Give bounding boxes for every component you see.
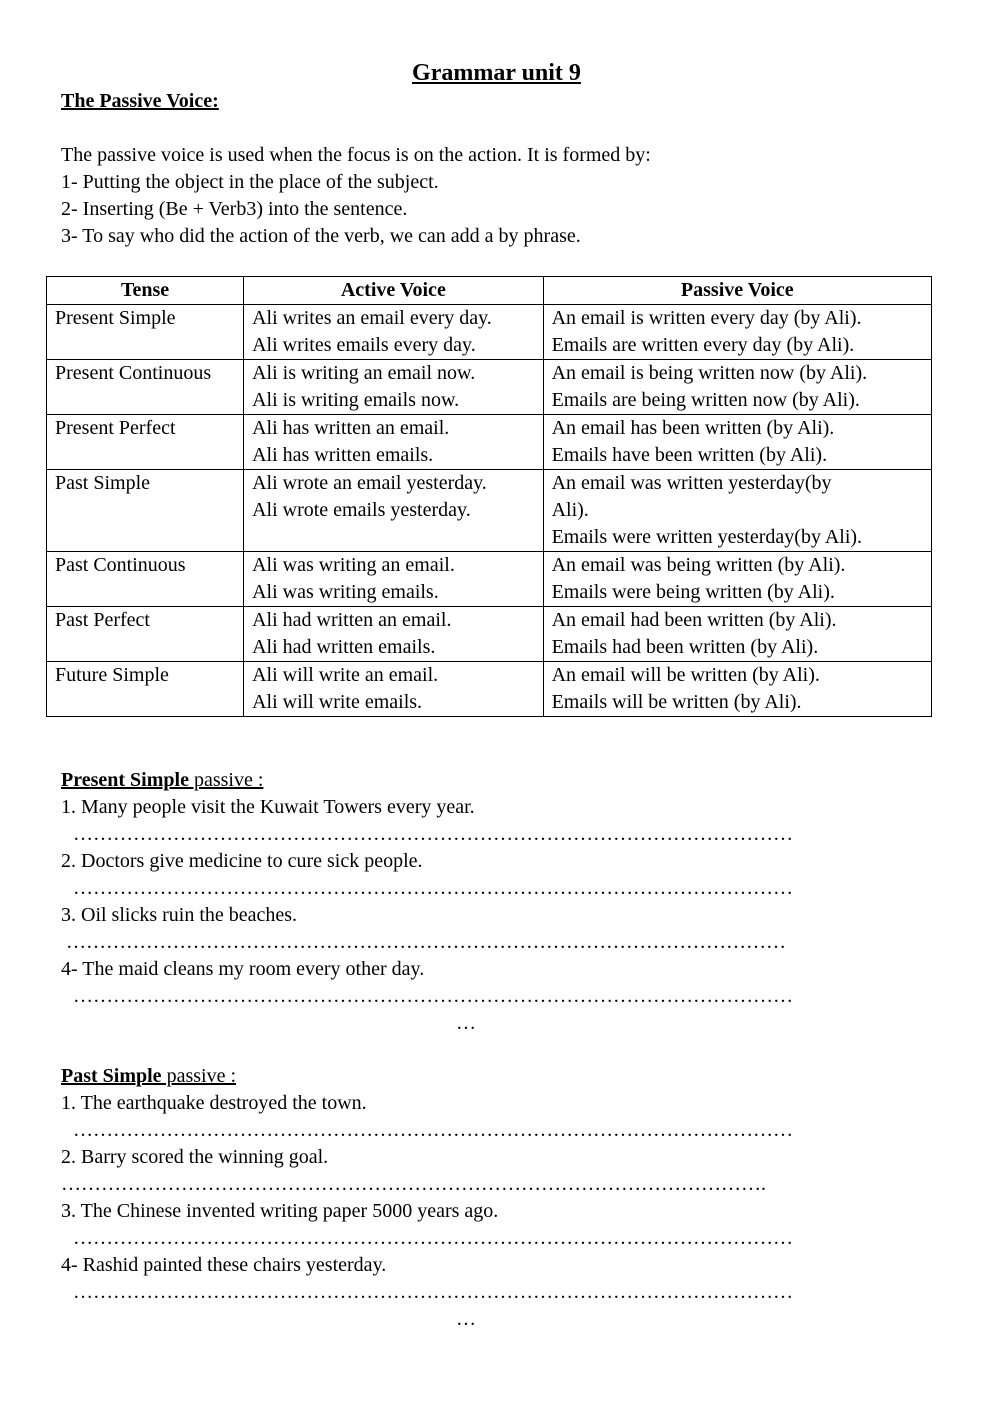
intro-line: The passive voice is used when the focus is on the action. It is formed by: (61, 144, 651, 166)
active-voice-line: Ali has written emails. (252, 444, 434, 466)
active-voice-line: Ali wrote an email yesterday. (252, 472, 487, 494)
active-voice-line: Ali had written an email. (252, 609, 452, 631)
answer-line[interactable]: ……………………………………………………………………………………………… (73, 1119, 793, 1141)
intro-line: 1- Putting the object in the place of the subject. (61, 171, 439, 193)
active-voice-line: Ali has written an email. (252, 417, 450, 439)
passive-voice-line: Emails were being written (by Ali). (551, 581, 835, 603)
answer-line[interactable]: ……………………………………………………………………………………………… (73, 823, 793, 845)
passive-voice-line: An email is written every day (by Ali). (551, 307, 862, 329)
table-row (47, 552, 932, 607)
tense-table (46, 276, 932, 717)
table-row (47, 607, 932, 662)
active-voice-line: Ali will write an email. (252, 664, 439, 686)
exercise-item: 2. Doctors give medicine to cure sick people. (61, 850, 423, 872)
active-voice-line: Ali writes an email every day. (252, 307, 492, 329)
passive-voice-line: An email was written yesterday(by (551, 472, 832, 494)
passive-voice-line: An email will be written (by Ali). (551, 664, 820, 686)
tense-cell: Present Perfect (47, 415, 244, 470)
passive-voice-line: Emails are being written now (by Ali). (551, 389, 860, 411)
passive-voice-line: Ali). (551, 499, 589, 521)
answer-line[interactable]: ……………………………………………………………………………………………… (73, 1281, 793, 1303)
exercise-item: 1. Many people visit the Kuwait Towers every year. (61, 796, 475, 818)
exercise-heading (61, 767, 901, 794)
table-row (47, 360, 932, 415)
passive-voice-line: Emails have been written (by Ali). (551, 444, 828, 466)
active-voice-cell (244, 360, 544, 415)
intro-text (61, 142, 651, 250)
tense-cell: Present Continuous (47, 360, 244, 415)
answer-line[interactable]: ……………………………………………………………………………………………… (66, 931, 786, 953)
active-voice-line: Ali is writing emails now. (252, 389, 460, 411)
passive-voice-cell (543, 662, 931, 717)
passive-voice-line: An email is being written now (by Ali). (551, 362, 868, 384)
answer-line-tail[interactable]: … (456, 1012, 476, 1034)
present-simple-exercise (61, 767, 901, 1037)
active-voice-line: Ali was writing an email. (252, 554, 455, 576)
exercise-heading-rest: passive : (188, 769, 264, 791)
tense-cell: Past Perfect (47, 607, 244, 662)
table-row (47, 305, 932, 360)
active-voice-cell (244, 470, 544, 552)
active-voice-cell (244, 552, 544, 607)
passive-voice-line: An email was being written (by Ali). (551, 554, 846, 576)
passive-voice-line: An email has been written (by Ali). (551, 417, 835, 439)
active-voice-line: Ali is writing an email now. (252, 362, 476, 384)
exercise-item: 3. Oil slicks ruin the beaches. (61, 904, 298, 926)
header-active: Active Voice (244, 277, 544, 305)
table-body (47, 305, 932, 717)
exercise-heading-rest: passive : (161, 1065, 236, 1087)
active-voice-cell (244, 662, 544, 717)
passive-voice-cell (543, 360, 931, 415)
exercise-item: 4- The maid cleans my room every other day. (61, 958, 425, 980)
passive-voice-line: Emails were written yesterday(by Ali). (551, 526, 863, 548)
active-voice-line: Ali had written emails. (252, 636, 436, 658)
answer-line-tail[interactable]: … (456, 1308, 476, 1330)
exercise-item: 3. The Chinese invented writing paper 5000 years ago. (61, 1200, 499, 1222)
answer-line[interactable]: ……………………………………………………………………………………………… (73, 985, 793, 1007)
tense-cell: Past Simple (47, 470, 244, 552)
passive-voice-line: Emails will be written (by Ali). (551, 691, 802, 713)
intro-line: 3- To say who did the action of the verb, we can add a by phrase. (61, 225, 581, 247)
passive-voice-cell (543, 552, 931, 607)
exercise-heading-bold: Present Simple (61, 769, 189, 791)
active-voice-line: Ali will write emails. (252, 691, 423, 713)
exercise-item: 4- Rashid painted these chairs yesterday. (61, 1254, 387, 1276)
exercise-item: 1. The earthquake destroyed the town. (61, 1092, 367, 1114)
exercise-item: 2. Barry scored the winning goal. (61, 1146, 329, 1168)
passive-voice-cell (543, 305, 931, 360)
tense-cell: Past Continuous (47, 552, 244, 607)
table-row (47, 662, 932, 717)
table-row (47, 470, 932, 552)
answer-line[interactable]: ……………………………………………………………………………………………. (61, 1173, 766, 1195)
exercise-heading-bold: Past Simple (61, 1065, 162, 1087)
active-voice-line: Ali writes emails every day. (252, 334, 476, 356)
tense-cell: Future Simple (47, 662, 244, 717)
active-voice-line: Ali wrote emails yesterday. (252, 499, 471, 521)
header-passive: Passive Voice (543, 277, 931, 305)
active-voice-cell (244, 415, 544, 470)
passive-voice-cell (543, 415, 931, 470)
active-voice-cell (244, 607, 544, 662)
header-tense: Tense (47, 277, 244, 305)
exercise-heading (61, 1063, 901, 1090)
table-header-row (47, 277, 932, 305)
table-row (47, 415, 932, 470)
answer-line[interactable]: ……………………………………………………………………………………………… (73, 1227, 793, 1249)
passive-voice-line: An email had been written (by Ali). (551, 609, 837, 631)
passive-voice-cell (543, 607, 931, 662)
passive-voice-line: Emails are written every day (by Ali). (551, 334, 855, 356)
active-voice-cell (244, 305, 544, 360)
passive-voice-line: Emails had been written (by Ali). (551, 636, 819, 658)
intro-line: 2- Inserting (Be + Verb3) into the sentence. (61, 198, 408, 220)
past-simple-exercise (61, 1063, 901, 1333)
section-title: The Passive Voice: (61, 90, 219, 112)
active-voice-line: Ali was writing emails. (252, 581, 439, 603)
page-title: Grammar unit 9 (412, 60, 581, 86)
passive-voice-cell (543, 470, 931, 552)
answer-line[interactable]: ……………………………………………………………………………………………… (73, 877, 793, 899)
tense-cell: Present Simple (47, 305, 244, 360)
